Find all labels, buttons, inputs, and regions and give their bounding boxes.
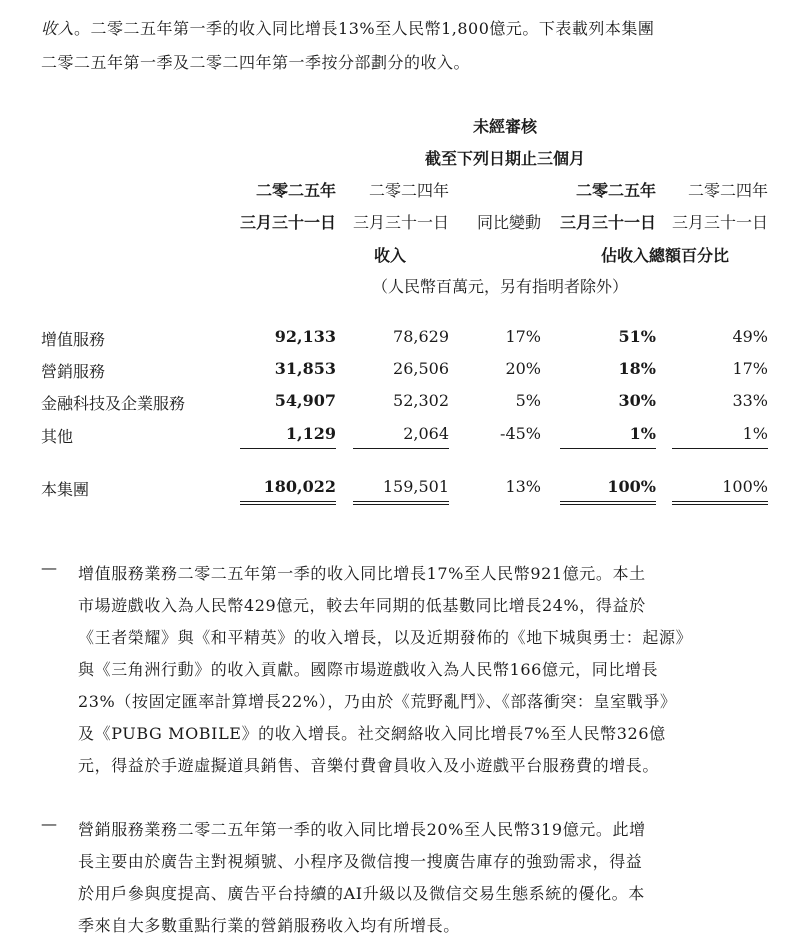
- row-pct-2025: 1%: [629, 424, 656, 443]
- intro-line-1: [41, 12, 771, 46]
- total-double-rule-col2: [353, 501, 449, 505]
- header-col5-date: 三月三十一日: [671, 213, 768, 232]
- bullet-text: [78, 814, 778, 942]
- row-yoy: 20%: [505, 359, 541, 378]
- row-value-2024: 26,506: [393, 359, 449, 378]
- total-pct-2024: 100%: [722, 477, 768, 496]
- row-value-2025: 54,907: [274, 391, 336, 410]
- row-label: 營銷服務: [41, 362, 106, 381]
- row-pct-2024: 1%: [742, 424, 768, 443]
- total-double-rule-col1: [240, 501, 336, 505]
- bullet-line: 於用戶參與度提高、廣告平台持續的AI升級以及微信交易生態系統的優化。本: [78, 884, 645, 903]
- row-pct-2024: 49%: [732, 327, 768, 346]
- row-pct-2025: 18%: [618, 359, 656, 378]
- header-col3-yoy: 同比變動: [476, 213, 541, 232]
- row-value-2025: 1,129: [285, 424, 336, 443]
- bullet-line: 市場遊戲收入為人民幣429億元，較去年同期的低基數同比增長24%，得益於: [78, 596, 646, 615]
- header-col4-year: 二零二五年: [575, 181, 656, 200]
- row-yoy: 17%: [505, 327, 541, 346]
- bullet-line: 增值服務業務二零二五年第一季的收入同比增長17%至人民幣921億元。本土: [78, 564, 646, 583]
- bullet-dash: —: [41, 558, 57, 577]
- bullet-line: 季來自大多數重點行業的營銷服務收入均有所增長。: [78, 916, 460, 935]
- total-value-2024: 159,501: [382, 477, 449, 496]
- total-value-2025: 180,022: [263, 477, 336, 496]
- row-value-2024: 2,064: [403, 424, 449, 443]
- header-unaudited: 未經審核: [472, 117, 537, 136]
- row-yoy: -45%: [500, 424, 541, 443]
- header-col1-date: 三月三十一日: [239, 213, 336, 232]
- header-pct-label: 佔收入總額百分比: [600, 246, 729, 265]
- header-col5-year: 二零二四年: [687, 181, 768, 200]
- row-value-2024: 78,629: [393, 327, 449, 346]
- row-pct-2025: 51%: [618, 327, 656, 346]
- row-pct-2025: 30%: [618, 391, 656, 410]
- header-col4-date: 三月三十一日: [559, 213, 656, 232]
- intro-paragraph: [41, 12, 771, 80]
- row-label: 其他: [41, 427, 74, 446]
- row-value-2024: 52,302: [393, 391, 449, 410]
- bullet-dash: —: [41, 814, 57, 833]
- header-col2-date: 三月三十一日: [352, 213, 449, 232]
- subtotal-rule-col4: [560, 448, 656, 449]
- header-period: 截至下列日期止三個月: [424, 149, 585, 168]
- row-label: 增值服務: [41, 330, 106, 349]
- intro-line-1-text: 。二零二五年第一季的收入同比增長13%至人民幣1,800億元。下表載列本集團: [74, 19, 655, 38]
- bullet-line: 營銷服務業務二零二五年第一季的收入同比增長20%至人民幣319億元。此增: [78, 820, 646, 839]
- subtotal-rule-col5: [672, 448, 768, 449]
- intro-line-2: 二零二五年第一季及二零二四年第一季按分部劃分的收入。: [41, 53, 471, 72]
- subtotal-rule-col1: [240, 448, 336, 449]
- total-double-rule-col5: [672, 501, 768, 505]
- bullet-line: 與《三角洲行動》的收入貢獻。國際市場遊戲收入為人民幣166億元，同比增長: [78, 660, 659, 679]
- row-value-2025: 31,853: [274, 359, 336, 378]
- total-label: 本集團: [41, 480, 90, 499]
- bullet-line: 及《PUBG MOBILE》的收入增長。社交網絡收入同比增長7%至人民幣326億: [78, 724, 666, 743]
- bullet-line: 《王者榮耀》與《和平精英》的收入增長，以及近期發佈的《地下城與勇士：起源》: [78, 628, 693, 647]
- row-value-2025: 92,133: [274, 327, 336, 346]
- row-yoy: 5%: [515, 391, 541, 410]
- header-col2-year: 二零二四年: [368, 181, 449, 200]
- bullet-text: [78, 558, 778, 782]
- bullet-line: 元，得益於手遊虛擬道具銷售、音樂付費會員收入及小遊戲平台服務費的增長。: [78, 756, 660, 775]
- row-pct-2024: 33%: [732, 391, 768, 410]
- intro-lead: 收入: [41, 19, 75, 38]
- subtotal-rule-col2: [353, 448, 449, 449]
- row-label: 金融科技及企業服務: [41, 394, 186, 413]
- header-unit-note: （人民幣百萬元，另有指明者除外）: [371, 277, 628, 296]
- total-double-rule-col4: [560, 501, 656, 505]
- total-pct-2025: 100%: [607, 477, 656, 496]
- row-pct-2024: 17%: [732, 359, 768, 378]
- bullet-line: 長主要由於廣告主對視頻號、小程序及微信搜一搜廣告庫存的強勁需求，得益: [78, 852, 643, 871]
- header-revenue-label: 收入: [373, 246, 406, 265]
- bullet-line: 23%（按固定匯率計算增長22%），乃由於《荒野亂鬥》、《部落衝突：皇室戰爭》: [78, 692, 677, 711]
- total-yoy: 13%: [505, 477, 541, 496]
- header-col1-year: 二零二五年: [255, 181, 336, 200]
